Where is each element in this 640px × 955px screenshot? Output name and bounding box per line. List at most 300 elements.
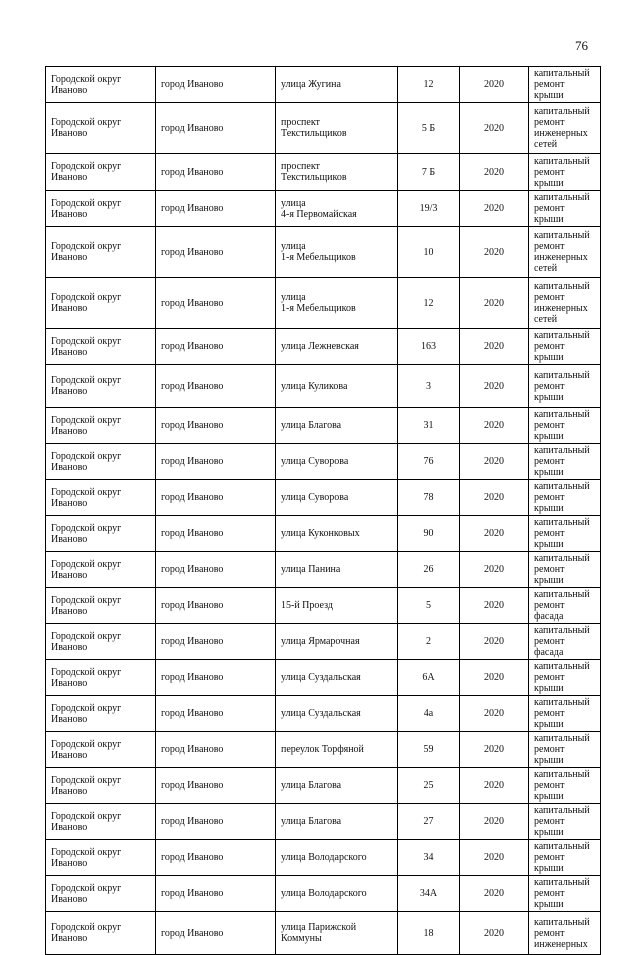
cell-year bbox=[460, 191, 529, 227]
cell-year-text: 2020 bbox=[484, 420, 504, 431]
table-row bbox=[46, 329, 601, 365]
cell-year bbox=[460, 768, 529, 804]
cell-municipal-district bbox=[46, 329, 156, 365]
cell-work-type bbox=[529, 444, 601, 480]
cell-municipal-district bbox=[46, 103, 156, 154]
cell-house-number-text: 34А bbox=[419, 888, 438, 899]
cell-settlement-text: город Иваново bbox=[161, 492, 224, 503]
cell-work-type bbox=[529, 624, 601, 660]
cell-year bbox=[460, 876, 529, 912]
cell-house-number-text: 90 bbox=[423, 528, 434, 539]
cell-municipal-district-text: Городской округ Иваново bbox=[51, 558, 122, 581]
cell-year bbox=[460, 154, 529, 191]
cell-work-type-text: капитальный ремонт крыши bbox=[534, 192, 590, 225]
cell-street bbox=[276, 516, 398, 552]
cell-street-text: улица Парижской Коммуны bbox=[281, 922, 357, 944]
cell-settlement-text: город Иваново bbox=[161, 420, 224, 431]
cell-settlement-text: город Иваново bbox=[161, 672, 224, 683]
cell-house-number bbox=[398, 876, 460, 912]
cell-work-type-text: капитальный ремонт крыши bbox=[534, 330, 590, 363]
cell-work-type bbox=[529, 227, 601, 278]
cell-house-number bbox=[398, 624, 460, 660]
cell-settlement-text: город Иваново bbox=[161, 122, 224, 134]
cell-municipal-district-text: Городской округ Иваново bbox=[51, 774, 122, 797]
cell-house-number bbox=[398, 696, 460, 732]
cell-house-number bbox=[398, 278, 460, 329]
cell-work-type bbox=[529, 552, 601, 588]
cell-street-text: улица Суздальская bbox=[281, 708, 361, 719]
cell-municipal-district-text: Городской округ Иваново bbox=[51, 292, 122, 314]
cell-settlement-text: город Иваново bbox=[161, 780, 224, 791]
table-row bbox=[46, 768, 601, 804]
cell-street-text: улица 4-я Первомайская bbox=[281, 197, 357, 220]
cell-municipal-district-text: Городской округ Иваново bbox=[51, 414, 122, 437]
table-row bbox=[46, 624, 601, 660]
cell-house-number-text: 10 bbox=[423, 246, 434, 258]
cell-street-text: улица Володарского bbox=[281, 888, 367, 899]
cell-settlement-text: город Иваново bbox=[161, 888, 224, 899]
cell-street-text: улица Благова bbox=[281, 816, 342, 827]
cell-street-text: улица Жугина bbox=[281, 79, 341, 90]
cell-street bbox=[276, 278, 398, 329]
cell-settlement bbox=[156, 103, 276, 154]
cell-settlement bbox=[156, 696, 276, 732]
cell-house-number bbox=[398, 329, 460, 365]
cell-municipal-district-text: Городской округ Иваново bbox=[51, 882, 122, 905]
cell-settlement-text: город Иваново bbox=[161, 927, 224, 939]
cell-municipal-district-text: Городской округ Иваново bbox=[51, 486, 122, 509]
cell-municipal-district-text: Городской округ Иваново bbox=[51, 117, 122, 139]
table-row bbox=[46, 191, 601, 227]
cell-year bbox=[460, 660, 529, 696]
cell-municipal-district bbox=[46, 278, 156, 329]
table-row bbox=[46, 912, 601, 955]
cell-house-number-text: 6А bbox=[422, 672, 435, 683]
cell-street-text: улица Володарского bbox=[281, 852, 367, 863]
cell-municipal-district-text: Городской округ Иваново bbox=[51, 630, 122, 653]
cell-work-type bbox=[529, 278, 601, 329]
cell-street bbox=[276, 103, 398, 154]
cell-work-type-text: капитальный ремонт инженерных сетей bbox=[534, 230, 590, 274]
table-row bbox=[46, 840, 601, 876]
table-row bbox=[46, 696, 601, 732]
cell-year bbox=[460, 588, 529, 624]
cell-street bbox=[276, 876, 398, 912]
cell-street-text: улица Куликова bbox=[281, 380, 348, 392]
cell-work-type bbox=[529, 804, 601, 840]
cell-house-number-text: 2 bbox=[426, 636, 431, 647]
cell-settlement-text: город Иваново bbox=[161, 456, 224, 467]
cell-house-number bbox=[398, 912, 460, 955]
cell-house-number-text: 25 bbox=[423, 780, 434, 791]
cell-work-type bbox=[529, 516, 601, 552]
cell-house-number bbox=[398, 768, 460, 804]
cell-house-number bbox=[398, 516, 460, 552]
cell-work-type-text: капитальный ремонт крыши bbox=[534, 733, 590, 766]
cell-municipal-district-text: Городской округ Иваново bbox=[51, 666, 122, 689]
cell-year-text: 2020 bbox=[484, 297, 504, 309]
cell-house-number bbox=[398, 191, 460, 227]
cell-settlement-text: город Иваново bbox=[161, 600, 224, 611]
cell-municipal-district bbox=[46, 227, 156, 278]
cell-municipal-district bbox=[46, 154, 156, 191]
cell-year bbox=[460, 329, 529, 365]
cell-municipal-district bbox=[46, 912, 156, 955]
cell-street bbox=[276, 660, 398, 696]
table-row bbox=[46, 732, 601, 768]
cell-settlement-text: город Иваново bbox=[161, 564, 224, 575]
cell-settlement bbox=[156, 480, 276, 516]
cell-municipal-district-text: Городской округ Иваново bbox=[51, 738, 122, 761]
cell-work-type-text: капитальный ремонт крыши bbox=[534, 769, 590, 802]
repair-schedule-table bbox=[45, 66, 601, 955]
cell-settlement bbox=[156, 552, 276, 588]
cell-settlement bbox=[156, 278, 276, 329]
cell-work-type bbox=[529, 660, 601, 696]
cell-street bbox=[276, 444, 398, 480]
cell-settlement bbox=[156, 191, 276, 227]
table-row bbox=[46, 876, 601, 912]
cell-work-type-text: капитальный ремонт фасада bbox=[534, 589, 590, 622]
cell-house-number bbox=[398, 408, 460, 444]
cell-year bbox=[460, 365, 529, 408]
cell-settlement bbox=[156, 444, 276, 480]
cell-house-number-text: 76 bbox=[423, 456, 434, 467]
cell-work-type bbox=[529, 329, 601, 365]
cell-year bbox=[460, 444, 529, 480]
cell-street bbox=[276, 67, 398, 103]
cell-municipal-district-text: Городской округ Иваново bbox=[51, 922, 122, 944]
cell-settlement bbox=[156, 732, 276, 768]
table-row bbox=[46, 660, 601, 696]
cell-year bbox=[460, 732, 529, 768]
cell-settlement-text: город Иваново bbox=[161, 744, 224, 755]
table-body bbox=[46, 67, 601, 955]
cell-settlement-text: город Иваново bbox=[161, 528, 224, 539]
cell-house-number bbox=[398, 365, 460, 408]
cell-work-type-text: капитальный ремонт инженерных bbox=[534, 916, 590, 950]
cell-year-text: 2020 bbox=[484, 636, 504, 647]
cell-work-type-text: капитальный ремонт крыши bbox=[534, 805, 590, 838]
cell-work-type bbox=[529, 876, 601, 912]
cell-street-text: улица Суздальская bbox=[281, 672, 361, 683]
cell-street-text: улица Панина bbox=[281, 564, 341, 575]
cell-year-text: 2020 bbox=[484, 816, 504, 827]
cell-municipal-district bbox=[46, 768, 156, 804]
cell-municipal-district bbox=[46, 876, 156, 912]
cell-municipal-district-text: Городской округ Иваново bbox=[51, 846, 122, 869]
cell-municipal-district-text: Городской округ Иваново bbox=[51, 73, 122, 96]
cell-year bbox=[460, 840, 529, 876]
cell-house-number-text: 31 bbox=[423, 420, 434, 431]
cell-street bbox=[276, 329, 398, 365]
cell-settlement-text: город Иваново bbox=[161, 203, 224, 214]
cell-street-text: проспект Текстильщиков bbox=[281, 117, 347, 139]
cell-year-text: 2020 bbox=[484, 744, 504, 755]
cell-settlement-text: город Иваново bbox=[161, 166, 224, 178]
cell-year-text: 2020 bbox=[484, 528, 504, 539]
cell-work-type bbox=[529, 154, 601, 191]
cell-municipal-district-text: Городской округ Иваново bbox=[51, 335, 122, 358]
table-row bbox=[46, 278, 601, 329]
cell-street bbox=[276, 768, 398, 804]
cell-work-type-text: капитальный ремонт фасада bbox=[534, 625, 590, 658]
cell-work-type-text: капитальный ремонт крыши bbox=[534, 661, 590, 694]
cell-year-text: 2020 bbox=[484, 456, 504, 467]
cell-house-number-text: 18 bbox=[423, 927, 434, 939]
cell-house-number-text: 19/3 bbox=[419, 203, 438, 214]
cell-year-text: 2020 bbox=[484, 564, 504, 575]
cell-settlement bbox=[156, 768, 276, 804]
cell-municipal-district bbox=[46, 480, 156, 516]
cell-street bbox=[276, 732, 398, 768]
cell-year bbox=[460, 480, 529, 516]
cell-house-number bbox=[398, 840, 460, 876]
cell-work-type bbox=[529, 840, 601, 876]
cell-municipal-district-text: Городской округ Иваново bbox=[51, 197, 122, 220]
cell-settlement-text: город Иваново bbox=[161, 708, 224, 719]
cell-work-type bbox=[529, 191, 601, 227]
cell-street bbox=[276, 191, 398, 227]
cell-house-number-text: 3 bbox=[426, 380, 431, 392]
page-number: 76 bbox=[575, 38, 588, 53]
cell-settlement-text: город Иваново bbox=[161, 79, 224, 90]
table-row bbox=[46, 67, 601, 103]
cell-house-number bbox=[398, 103, 460, 154]
cell-street bbox=[276, 588, 398, 624]
cell-settlement-text: город Иваново bbox=[161, 297, 224, 309]
cell-work-type bbox=[529, 588, 601, 624]
cell-street-text: улица Благова bbox=[281, 780, 342, 791]
cell-house-number bbox=[398, 552, 460, 588]
cell-year-text: 2020 bbox=[484, 380, 504, 392]
cell-house-number-text: 12 bbox=[423, 297, 434, 309]
cell-work-type-text: капитальный ремонт крыши bbox=[534, 369, 590, 403]
cell-work-type-text: капитальный ремонт инженерных сетей bbox=[534, 281, 590, 325]
cell-house-number-text: 5 bbox=[426, 600, 431, 611]
cell-house-number bbox=[398, 154, 460, 191]
cell-house-number bbox=[398, 227, 460, 278]
cell-house-number-text: 4а bbox=[423, 708, 434, 719]
cell-settlement bbox=[156, 365, 276, 408]
cell-street bbox=[276, 804, 398, 840]
cell-work-type-text: капитальный ремонт крыши bbox=[534, 409, 590, 442]
cell-street-text: 15-й Проезд bbox=[281, 600, 333, 611]
cell-municipal-district-text: Городской округ Иваново bbox=[51, 375, 122, 397]
cell-settlement bbox=[156, 67, 276, 103]
cell-work-type-text: капитальный ремонт крыши bbox=[534, 517, 590, 550]
cell-year-text: 2020 bbox=[484, 780, 504, 791]
cell-house-number bbox=[398, 588, 460, 624]
cell-street-text: улица Суворова bbox=[281, 456, 349, 467]
cell-house-number-text: 7 Б bbox=[421, 166, 436, 178]
cell-municipal-district bbox=[46, 732, 156, 768]
cell-street bbox=[276, 154, 398, 191]
cell-work-type-text: капитальный ремонт крыши bbox=[534, 553, 590, 586]
cell-year-text: 2020 bbox=[484, 888, 504, 899]
cell-house-number bbox=[398, 732, 460, 768]
cell-year bbox=[460, 67, 529, 103]
cell-municipal-district-text: Городской округ Иваново bbox=[51, 241, 122, 263]
cell-settlement bbox=[156, 912, 276, 955]
table-row bbox=[46, 552, 601, 588]
cell-work-type-text: капитальный ремонт инженерных сетей bbox=[534, 106, 590, 150]
cell-work-type-text: капитальный ремонт крыши bbox=[534, 481, 590, 514]
cell-municipal-district bbox=[46, 191, 156, 227]
cell-house-number-text: 26 bbox=[423, 564, 434, 575]
cell-street bbox=[276, 624, 398, 660]
cell-settlement-text: город Иваново bbox=[161, 380, 224, 392]
cell-year bbox=[460, 624, 529, 660]
table-row bbox=[46, 103, 601, 154]
cell-municipal-district bbox=[46, 840, 156, 876]
cell-street-text: улица 1-я Мебельщиков bbox=[281, 292, 356, 314]
cell-settlement bbox=[156, 408, 276, 444]
cell-municipal-district-text: Городской округ Иваново bbox=[51, 522, 122, 545]
table-row bbox=[46, 227, 601, 278]
cell-street-text: переулок Торфяной bbox=[281, 744, 364, 755]
cell-municipal-district bbox=[46, 365, 156, 408]
cell-work-type-text: капитальный ремонт крыши bbox=[534, 155, 590, 189]
cell-settlement bbox=[156, 840, 276, 876]
cell-street bbox=[276, 365, 398, 408]
cell-year bbox=[460, 227, 529, 278]
cell-street-text: улица 1-я Мебельщиков bbox=[281, 241, 356, 263]
table-row bbox=[46, 408, 601, 444]
cell-year-text: 2020 bbox=[484, 852, 504, 863]
cell-year bbox=[460, 408, 529, 444]
cell-house-number-text: 163 bbox=[421, 341, 436, 352]
cell-settlement bbox=[156, 227, 276, 278]
cell-settlement bbox=[156, 516, 276, 552]
cell-street bbox=[276, 408, 398, 444]
cell-work-type-text: капитальный ремонт крыши bbox=[534, 445, 590, 478]
cell-municipal-district bbox=[46, 516, 156, 552]
cell-municipal-district bbox=[46, 444, 156, 480]
cell-work-type bbox=[529, 67, 601, 103]
table-row bbox=[46, 444, 601, 480]
cell-house-number-text: 5 Б bbox=[421, 122, 436, 134]
cell-work-type bbox=[529, 365, 601, 408]
cell-settlement bbox=[156, 329, 276, 365]
cell-municipal-district bbox=[46, 624, 156, 660]
table-row bbox=[46, 365, 601, 408]
cell-work-type bbox=[529, 103, 601, 154]
table-row bbox=[46, 804, 601, 840]
cell-year-text: 2020 bbox=[484, 122, 504, 134]
cell-municipal-district bbox=[46, 588, 156, 624]
cell-street bbox=[276, 480, 398, 516]
cell-municipal-district-text: Городской округ Иваново bbox=[51, 161, 122, 183]
cell-settlement bbox=[156, 660, 276, 696]
cell-year bbox=[460, 552, 529, 588]
cell-year-text: 2020 bbox=[484, 708, 504, 719]
cell-settlement-text: город Иваново bbox=[161, 852, 224, 863]
cell-work-type-text: капитальный ремонт крыши bbox=[534, 697, 590, 730]
cell-year-text: 2020 bbox=[484, 600, 504, 611]
cell-year-text: 2020 bbox=[484, 341, 504, 352]
cell-settlement bbox=[156, 588, 276, 624]
cell-year-text: 2020 bbox=[484, 246, 504, 258]
cell-year bbox=[460, 103, 529, 154]
cell-street bbox=[276, 227, 398, 278]
cell-street-text: улица Суворова bbox=[281, 492, 349, 503]
cell-settlement-text: город Иваново bbox=[161, 816, 224, 827]
cell-municipal-district bbox=[46, 408, 156, 444]
cell-work-type bbox=[529, 732, 601, 768]
cell-year bbox=[460, 696, 529, 732]
cell-house-number bbox=[398, 804, 460, 840]
table-row bbox=[46, 154, 601, 191]
cell-municipal-district-text: Городской округ Иваново bbox=[51, 450, 122, 473]
cell-house-number-text: 12 bbox=[423, 79, 434, 90]
cell-year bbox=[460, 516, 529, 552]
cell-house-number bbox=[398, 480, 460, 516]
cell-work-type-text: капитальный ремонт крыши bbox=[534, 68, 590, 101]
table-row bbox=[46, 588, 601, 624]
cell-house-number bbox=[398, 444, 460, 480]
cell-house-number-text: 34 bbox=[423, 852, 434, 863]
cell-work-type bbox=[529, 768, 601, 804]
table-row bbox=[46, 516, 601, 552]
cell-work-type bbox=[529, 408, 601, 444]
cell-settlement-text: город Иваново bbox=[161, 636, 224, 647]
cell-house-number bbox=[398, 660, 460, 696]
cell-municipal-district bbox=[46, 67, 156, 103]
cell-year bbox=[460, 804, 529, 840]
cell-year-text: 2020 bbox=[484, 492, 504, 503]
cell-house-number-text: 27 bbox=[423, 816, 434, 827]
cell-work-type-text: капитальный ремонт крыши bbox=[534, 877, 590, 910]
cell-house-number bbox=[398, 67, 460, 103]
cell-year-text: 2020 bbox=[484, 166, 504, 178]
cell-street-text: улица Куконковых bbox=[281, 528, 360, 539]
cell-work-type bbox=[529, 480, 601, 516]
cell-settlement bbox=[156, 624, 276, 660]
table-row bbox=[46, 480, 601, 516]
cell-municipal-district-text: Городской округ Иваново bbox=[51, 702, 122, 725]
cell-municipal-district bbox=[46, 660, 156, 696]
cell-year bbox=[460, 278, 529, 329]
cell-settlement bbox=[156, 804, 276, 840]
cell-settlement-text: город Иваново bbox=[161, 246, 224, 258]
cell-street-text: улица Ярмарочная bbox=[281, 636, 360, 647]
cell-municipal-district-text: Городской округ Иваново bbox=[51, 594, 122, 617]
cell-street bbox=[276, 696, 398, 732]
cell-settlement bbox=[156, 154, 276, 191]
cell-house-number-text: 59 bbox=[423, 744, 434, 755]
cell-street bbox=[276, 840, 398, 876]
cell-house-number-text: 78 bbox=[423, 492, 434, 503]
cell-year-text: 2020 bbox=[484, 927, 504, 939]
cell-street-text: улица Лежневская bbox=[281, 341, 359, 352]
cell-municipal-district bbox=[46, 552, 156, 588]
cell-municipal-district-text: Городской округ Иваново bbox=[51, 810, 122, 833]
cell-street-text: улица Благова bbox=[281, 420, 342, 431]
cell-work-type bbox=[529, 912, 601, 955]
cell-settlement bbox=[156, 876, 276, 912]
cell-settlement-text: город Иваново bbox=[161, 341, 224, 352]
cell-year-text: 2020 bbox=[484, 672, 504, 683]
cell-street bbox=[276, 912, 398, 955]
cell-street bbox=[276, 552, 398, 588]
cell-municipal-district bbox=[46, 804, 156, 840]
cell-year-text: 2020 bbox=[484, 203, 504, 214]
cell-year-text: 2020 bbox=[484, 79, 504, 90]
cell-year bbox=[460, 912, 529, 955]
cell-municipal-district bbox=[46, 696, 156, 732]
cell-work-type bbox=[529, 696, 601, 732]
